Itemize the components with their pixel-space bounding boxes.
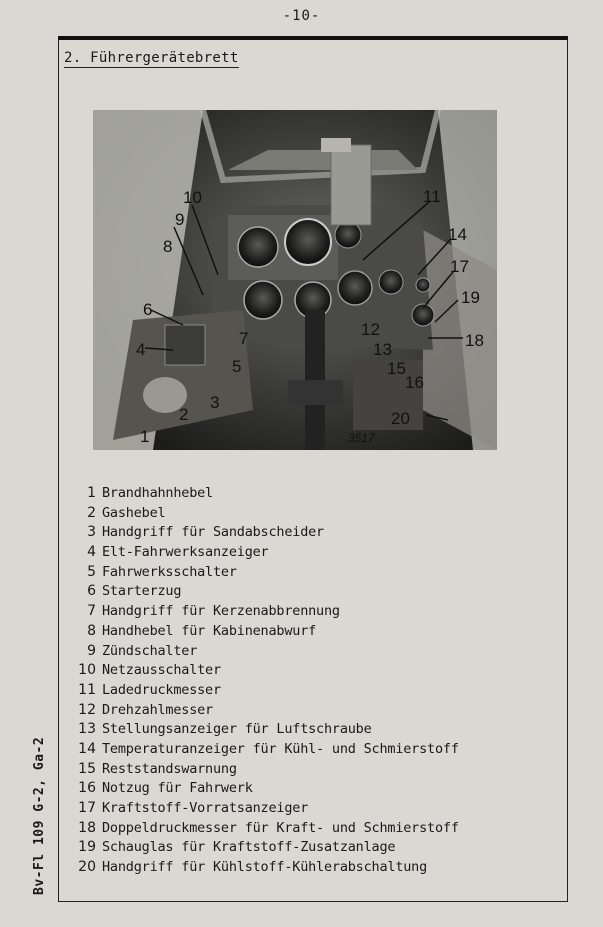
legend-number: 11 xyxy=(78,681,96,698)
legend-item xyxy=(72,761,562,781)
legend-list xyxy=(72,485,562,879)
legend-item xyxy=(72,741,562,761)
callout-10: 10 xyxy=(183,188,202,207)
section-title: 2. Führergerätebrett xyxy=(64,50,239,66)
legend-item xyxy=(72,524,562,544)
legend-text: Gashebel xyxy=(102,504,166,521)
legend-text: Reststandswarnung xyxy=(102,760,237,777)
legend-item xyxy=(72,820,562,840)
callout-8: 8 xyxy=(163,237,173,256)
cockpit-photo xyxy=(93,110,497,450)
legend-text: Elt-Fahrwerksanzeiger xyxy=(102,544,269,561)
legend-text: Schauglas für Kraftstoff-Zusatzanlage xyxy=(102,839,396,856)
callout-18: 18 xyxy=(465,331,484,350)
legend-text: Fahrwerksschalter xyxy=(102,563,237,580)
legend-number: 19 xyxy=(78,839,96,856)
callout-4: 4 xyxy=(136,340,146,359)
gauge-9 xyxy=(335,222,361,248)
gunsight xyxy=(331,145,371,225)
legend-text: Temperaturanzeiger für Kühl- und Schmierstoff xyxy=(102,740,459,757)
callout-19: 19 xyxy=(461,288,480,307)
legend-number: 10 xyxy=(78,662,96,679)
legend-text: Doppeldruckmesser für Kraft- und Schmierstoff xyxy=(102,819,459,836)
legend-item xyxy=(72,564,562,584)
legend-text: Starterzug xyxy=(102,583,182,600)
gauge-2 xyxy=(285,219,331,265)
legend-item xyxy=(72,682,562,702)
legend-item xyxy=(72,485,562,505)
legend-number: 15 xyxy=(78,760,96,777)
legend-number: 18 xyxy=(78,819,96,836)
legend-number: 16 xyxy=(78,780,96,797)
callout-15: 15 xyxy=(387,359,406,378)
legend-number: 5 xyxy=(87,563,96,580)
callout-5: 5 xyxy=(232,357,242,376)
legend-item xyxy=(72,603,562,623)
legend-item xyxy=(72,721,562,741)
legend-text: Handgriff für Sandabscheider xyxy=(102,524,324,541)
legend-number: 14 xyxy=(78,740,96,757)
gauge-8 xyxy=(416,278,430,292)
callout-16: 16 xyxy=(405,373,424,392)
gauge-3 xyxy=(244,281,282,319)
legend-item xyxy=(72,702,562,722)
legend-number: 6 xyxy=(87,583,96,600)
legend-item xyxy=(72,623,562,643)
legend-item xyxy=(72,780,562,800)
legend-text: Drehzahlmesser xyxy=(102,701,213,718)
legend-number: 9 xyxy=(87,642,96,659)
legend-text: Notzug für Fahrwerk xyxy=(102,780,253,797)
callout-1: 1 xyxy=(140,427,150,446)
callout-20: 20 xyxy=(391,409,410,428)
legend-item xyxy=(72,505,562,525)
legend-text: Ladedruckmesser xyxy=(102,681,221,698)
legend-text: Zündschalter xyxy=(102,642,198,659)
legend-number: 2 xyxy=(87,504,96,521)
legend-item xyxy=(72,662,562,682)
photo-number: 3517 xyxy=(348,431,375,445)
legend-text: Netzausschalter xyxy=(102,662,221,679)
callout-9: 9 xyxy=(175,210,185,229)
legend-number: 1 xyxy=(87,485,96,501)
legend-item xyxy=(72,583,562,603)
callout-7: 7 xyxy=(239,329,249,348)
control-stick-base xyxy=(288,380,343,405)
callout-3: 3 xyxy=(210,393,220,412)
legend-item xyxy=(72,544,562,564)
callout-12: 12 xyxy=(361,320,380,339)
legend-number: 13 xyxy=(78,721,96,738)
callout-2: 2 xyxy=(179,405,189,424)
legend-item xyxy=(72,800,562,820)
callout-13: 13 xyxy=(373,340,392,359)
legend-text: Kraftstoff-Vorratsanzeiger xyxy=(102,800,309,816)
switch-box xyxy=(165,325,205,365)
gauge-6 xyxy=(379,270,403,294)
legend-text: Handgriff für Kühlstoff-Kühlerabschaltung xyxy=(102,859,428,876)
side-reference: Bv-Fl 109 G-2, Ga-2 xyxy=(32,736,47,895)
legend-text: Handhebel für Kabinenabwurf xyxy=(102,622,317,639)
gunsight-top xyxy=(321,138,351,152)
legend-number: 8 xyxy=(87,622,96,639)
legend-number: 7 xyxy=(87,603,96,620)
callout-6: 6 xyxy=(143,300,153,319)
legend-text: Brandhahnhebel xyxy=(102,485,213,501)
legend-number: 4 xyxy=(87,544,96,561)
legend-item xyxy=(72,643,562,663)
legend-item xyxy=(72,839,562,859)
page-number: -10- xyxy=(282,8,321,24)
callout-14: 14 xyxy=(448,225,467,244)
legend-number: 12 xyxy=(78,701,96,718)
gauge-5 xyxy=(338,271,372,305)
callout-17: 17 xyxy=(450,257,469,276)
callout-11: 11 xyxy=(423,187,441,206)
gauge-1 xyxy=(238,227,278,267)
legend-number: 3 xyxy=(87,524,96,541)
legend-number: 17 xyxy=(78,800,96,816)
legend-text: Handgriff für Kerzenabbrennung xyxy=(102,603,340,620)
legend-item xyxy=(72,859,562,879)
legend-number: 20 xyxy=(78,859,96,876)
legend-text: Stellungsanzeiger für Luftschraube xyxy=(102,721,372,738)
